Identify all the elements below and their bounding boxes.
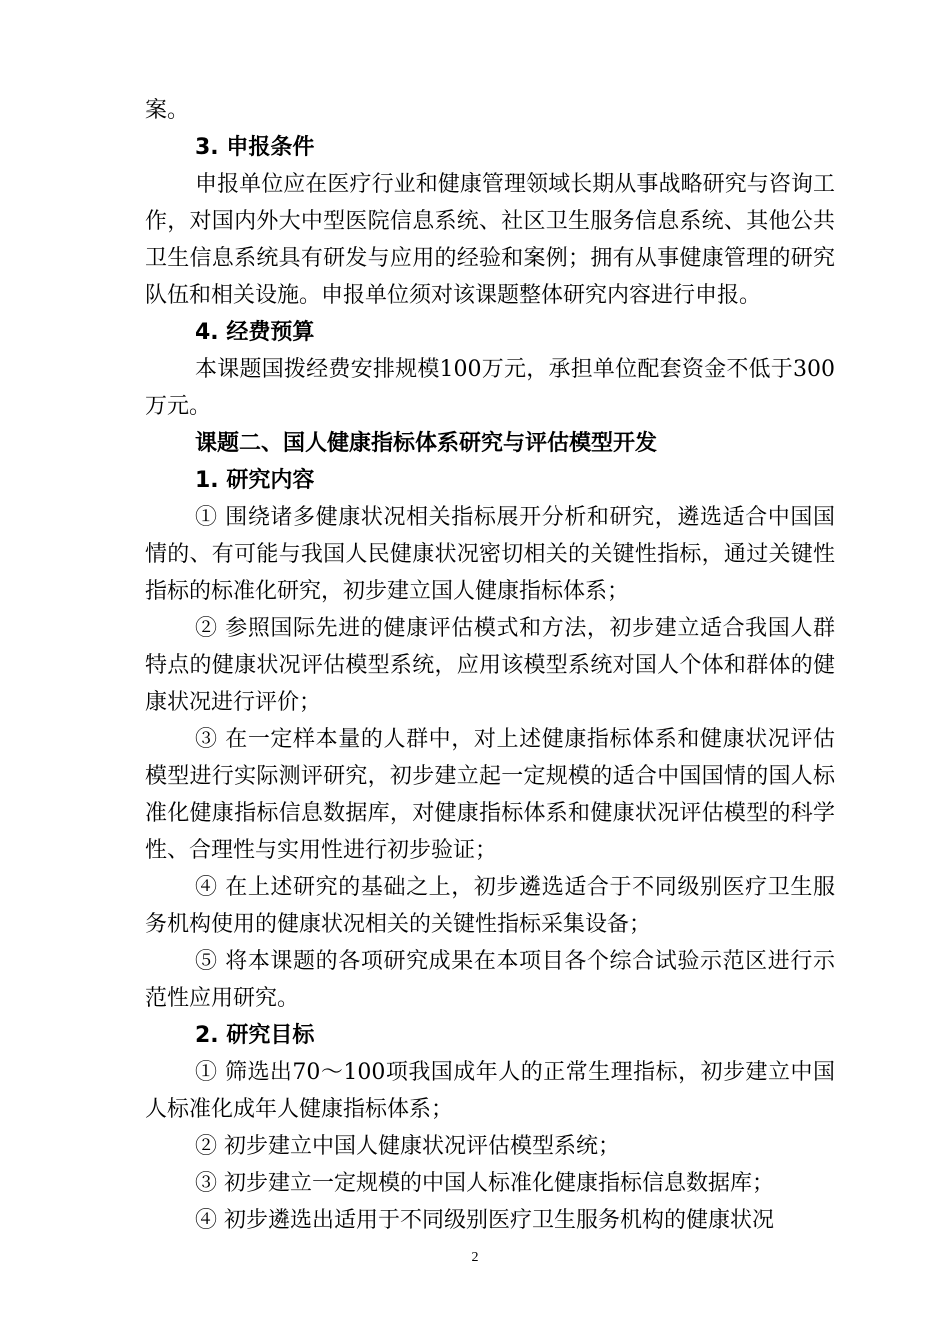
heading-research-goals: 2. 研究目标 (195, 1023, 315, 1048)
document-body (145, 92, 835, 1239)
goal-item-3: ③ 初步建立一定规模的中国人标准化健康指标信息数据库； (195, 1171, 774, 1196)
content-item-3: ③ 在一定样本量的人群中，对上述健康指标体系和健康状况评估模型进行实际测评研究，初步建立起一定规模的适合中国国情的国人标准化健康指标信息数据库，对健康指标体系和健康状况评估模型的科学性、合理性与实用性进行初步验证； (145, 727, 835, 863)
paragraph-budget: 本课题国拨经费安排规模100万元，承担单位配套资金不低于300万元。 (145, 357, 835, 419)
goal-item-1: ① 筛选出70～100项我国成年人的正常生理指标，初步建立中国人标准化成年人健康指标体系； (145, 1060, 835, 1122)
content-item-4: ④ 在上述研究的基础之上，初步遴选适合于不同级别医疗卫生服务机构使用的健康状况相关的关键性指标采集设备； (145, 875, 835, 937)
heading-topic-two: 课题二、国人健康指标体系研究与评估模型开发 (195, 431, 658, 456)
paragraph-tail: 案。 (145, 98, 190, 123)
heading-conditions: 3. 申报条件 (195, 135, 315, 160)
content-item-5: ⑤ 将本课题的各项研究成果在本项目各个综合试验示范区进行示范性应用研究。 (145, 949, 835, 1011)
content-item-1: ① 围绕诸多健康状况相关指标展开分析和研究，遴选适合中国国情的、有可能与我国人民健康状况密切相关的关键性指标，通过关键性指标的标准化研究，初步建立国人健康指标体系； (145, 505, 835, 604)
heading-research-content: 1. 研究内容 (195, 468, 315, 493)
page-number: 2 (471, 1250, 479, 1265)
heading-budget: 4. 经费预算 (195, 320, 315, 345)
content-item-2: ② 参照国际先进的健康评估模式和方法，初步建立适合我国人群特点的健康状况评估模型系统，应用该模型系统对国人个体和群体的健康状况进行评价； (145, 616, 835, 715)
goal-item-4: ④ 初步遴选出适用于不同级别医疗卫生服务机构的健康状况 (195, 1208, 774, 1233)
goal-item-2: ② 初步建立中国人健康状况评估模型系统； (195, 1134, 620, 1159)
paragraph-conditions: 申报单位应在医疗行业和健康管理领域长期从事战略研究与咨询工作，对国内外大中型医院信息系统、社区卫生服务信息系统、其他公共卫生信息系统具有研发与应用的经验和案例；拥有从事健康管理的研究队伍和相关设施。申报单位须对该课题整体研究内容进行申报。 (145, 172, 835, 308)
